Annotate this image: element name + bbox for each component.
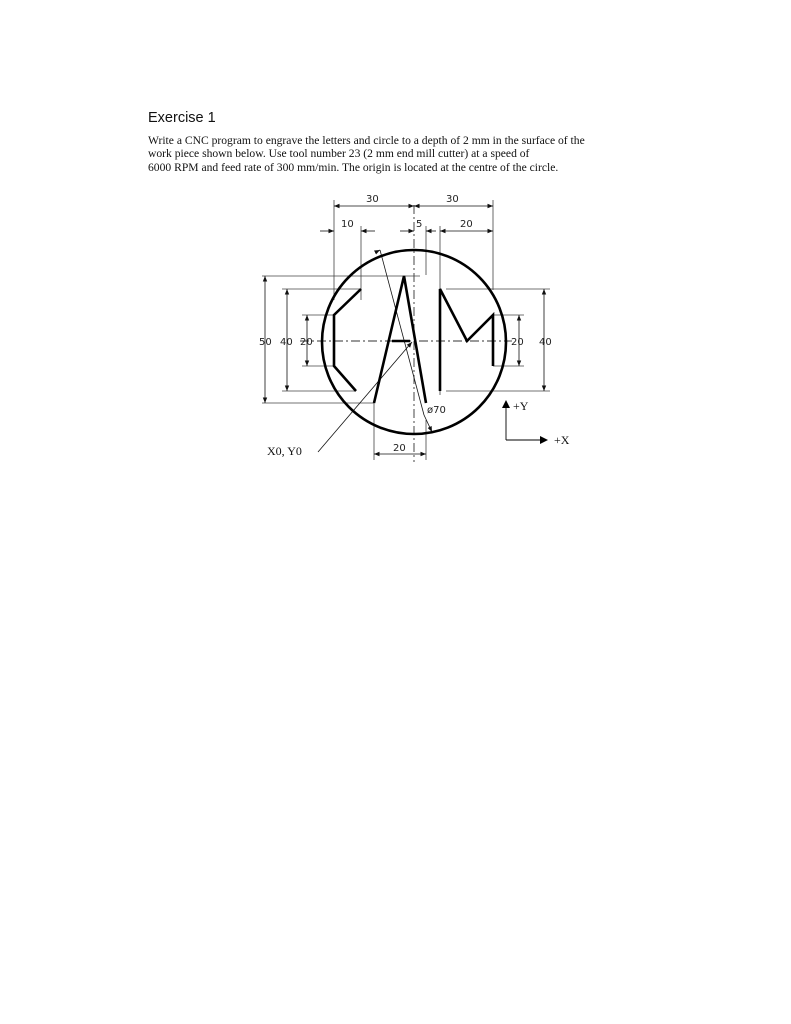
centerlines [300,205,512,462]
diameter-label: ø70 [427,405,446,416]
letter-a [374,276,426,403]
dim-right-20: 20 [511,337,524,348]
dim-right-40: 40 [539,337,552,348]
x-axis-arrow-icon [540,436,548,444]
extension-lines [262,200,550,460]
dim-left-50: 50 [259,337,272,348]
instruction-line-1: Write a CNC program to engrave the letters and circle to a depth of 2 mm in the surface of the [148,134,585,147]
y-axis-arrow-icon [502,400,510,408]
instruction-line-2: work piece shown below. Use tool number 23 (2 mm end mill cutter) at a speed of [148,147,530,161]
engrave-letters [334,276,493,403]
letter-c [334,289,361,391]
dim-top-left-30: 30 [366,194,379,205]
origin-label: X0, Y0 [267,444,302,458]
exercise-heading: Exercise 1 [148,110,216,126]
dim-left-40: 40 [280,337,293,348]
y-axis-label: +Y [513,399,529,413]
dim-left-20: 20 [300,337,313,348]
dim-m-width-20: 20 [460,219,473,230]
dim-c-width-10: 10 [341,219,354,230]
dim-top-right-30: 30 [446,194,459,205]
dimension-labels [259,194,552,454]
x-axis-label: +X [554,433,570,447]
dim-bottom-20: 20 [393,443,406,454]
letter-m [440,289,493,391]
instruction-line-3: 6000 RPM and feed rate of 300 mm/min. The origin is located at the centre of the circle. [148,160,559,174]
dimension-lines [265,206,544,454]
dim-gap-5: 5 [416,219,423,230]
